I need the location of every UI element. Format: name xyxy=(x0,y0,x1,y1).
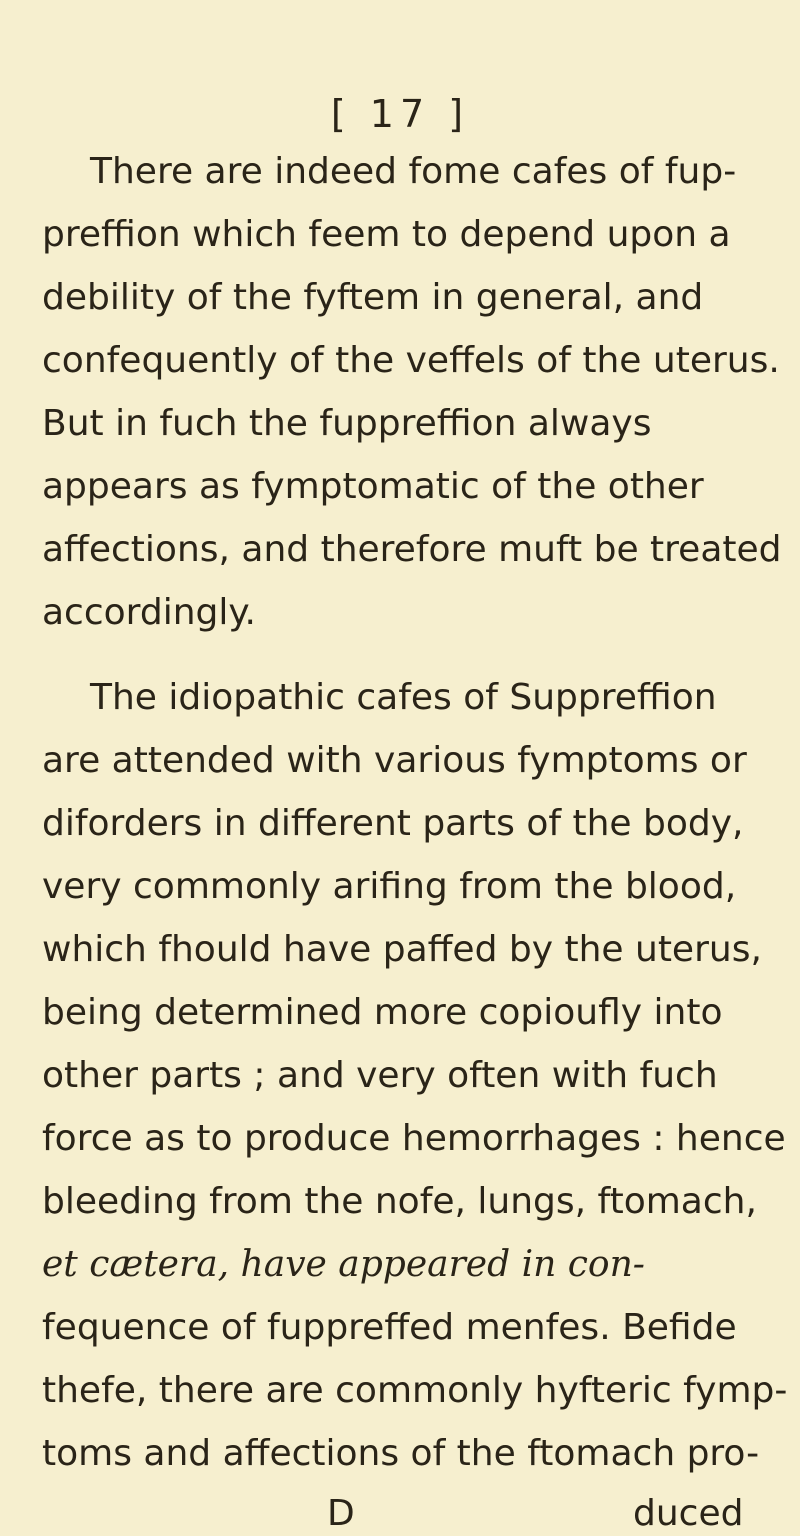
catchword: duced xyxy=(633,1493,744,1534)
signature-mark: D xyxy=(327,1493,355,1534)
page-number: [ 17 ] xyxy=(330,92,470,136)
book-page: [ 17 ] There are indeed fome cafes of fup- preffion which feem to depend upon a debility of the fyftem in general, and confequently of the veffels of the uterus. But in fuch the fuppreffion always appears as fymptomatic of the other affections, and therefore muft be treated accordingly. The idiopathic cafes of Suppreffion are attended with various fymptoms or diforders in different parts of the body, very commonly arifing from the blood, which fhould have paffed by the uterus, being determined more copioufly into other parts ; and very often with fuch force as to produce hemorrhages : hence bleeding from the nofe, lungs, ftomach, et cætera, have appeared in con- fequence of fuppreffed menfes. Befide thefe, there are commonly hyfteric fymp- toms and affections of the ftomach pro- D duced xyxy=(0,0,800,1530)
